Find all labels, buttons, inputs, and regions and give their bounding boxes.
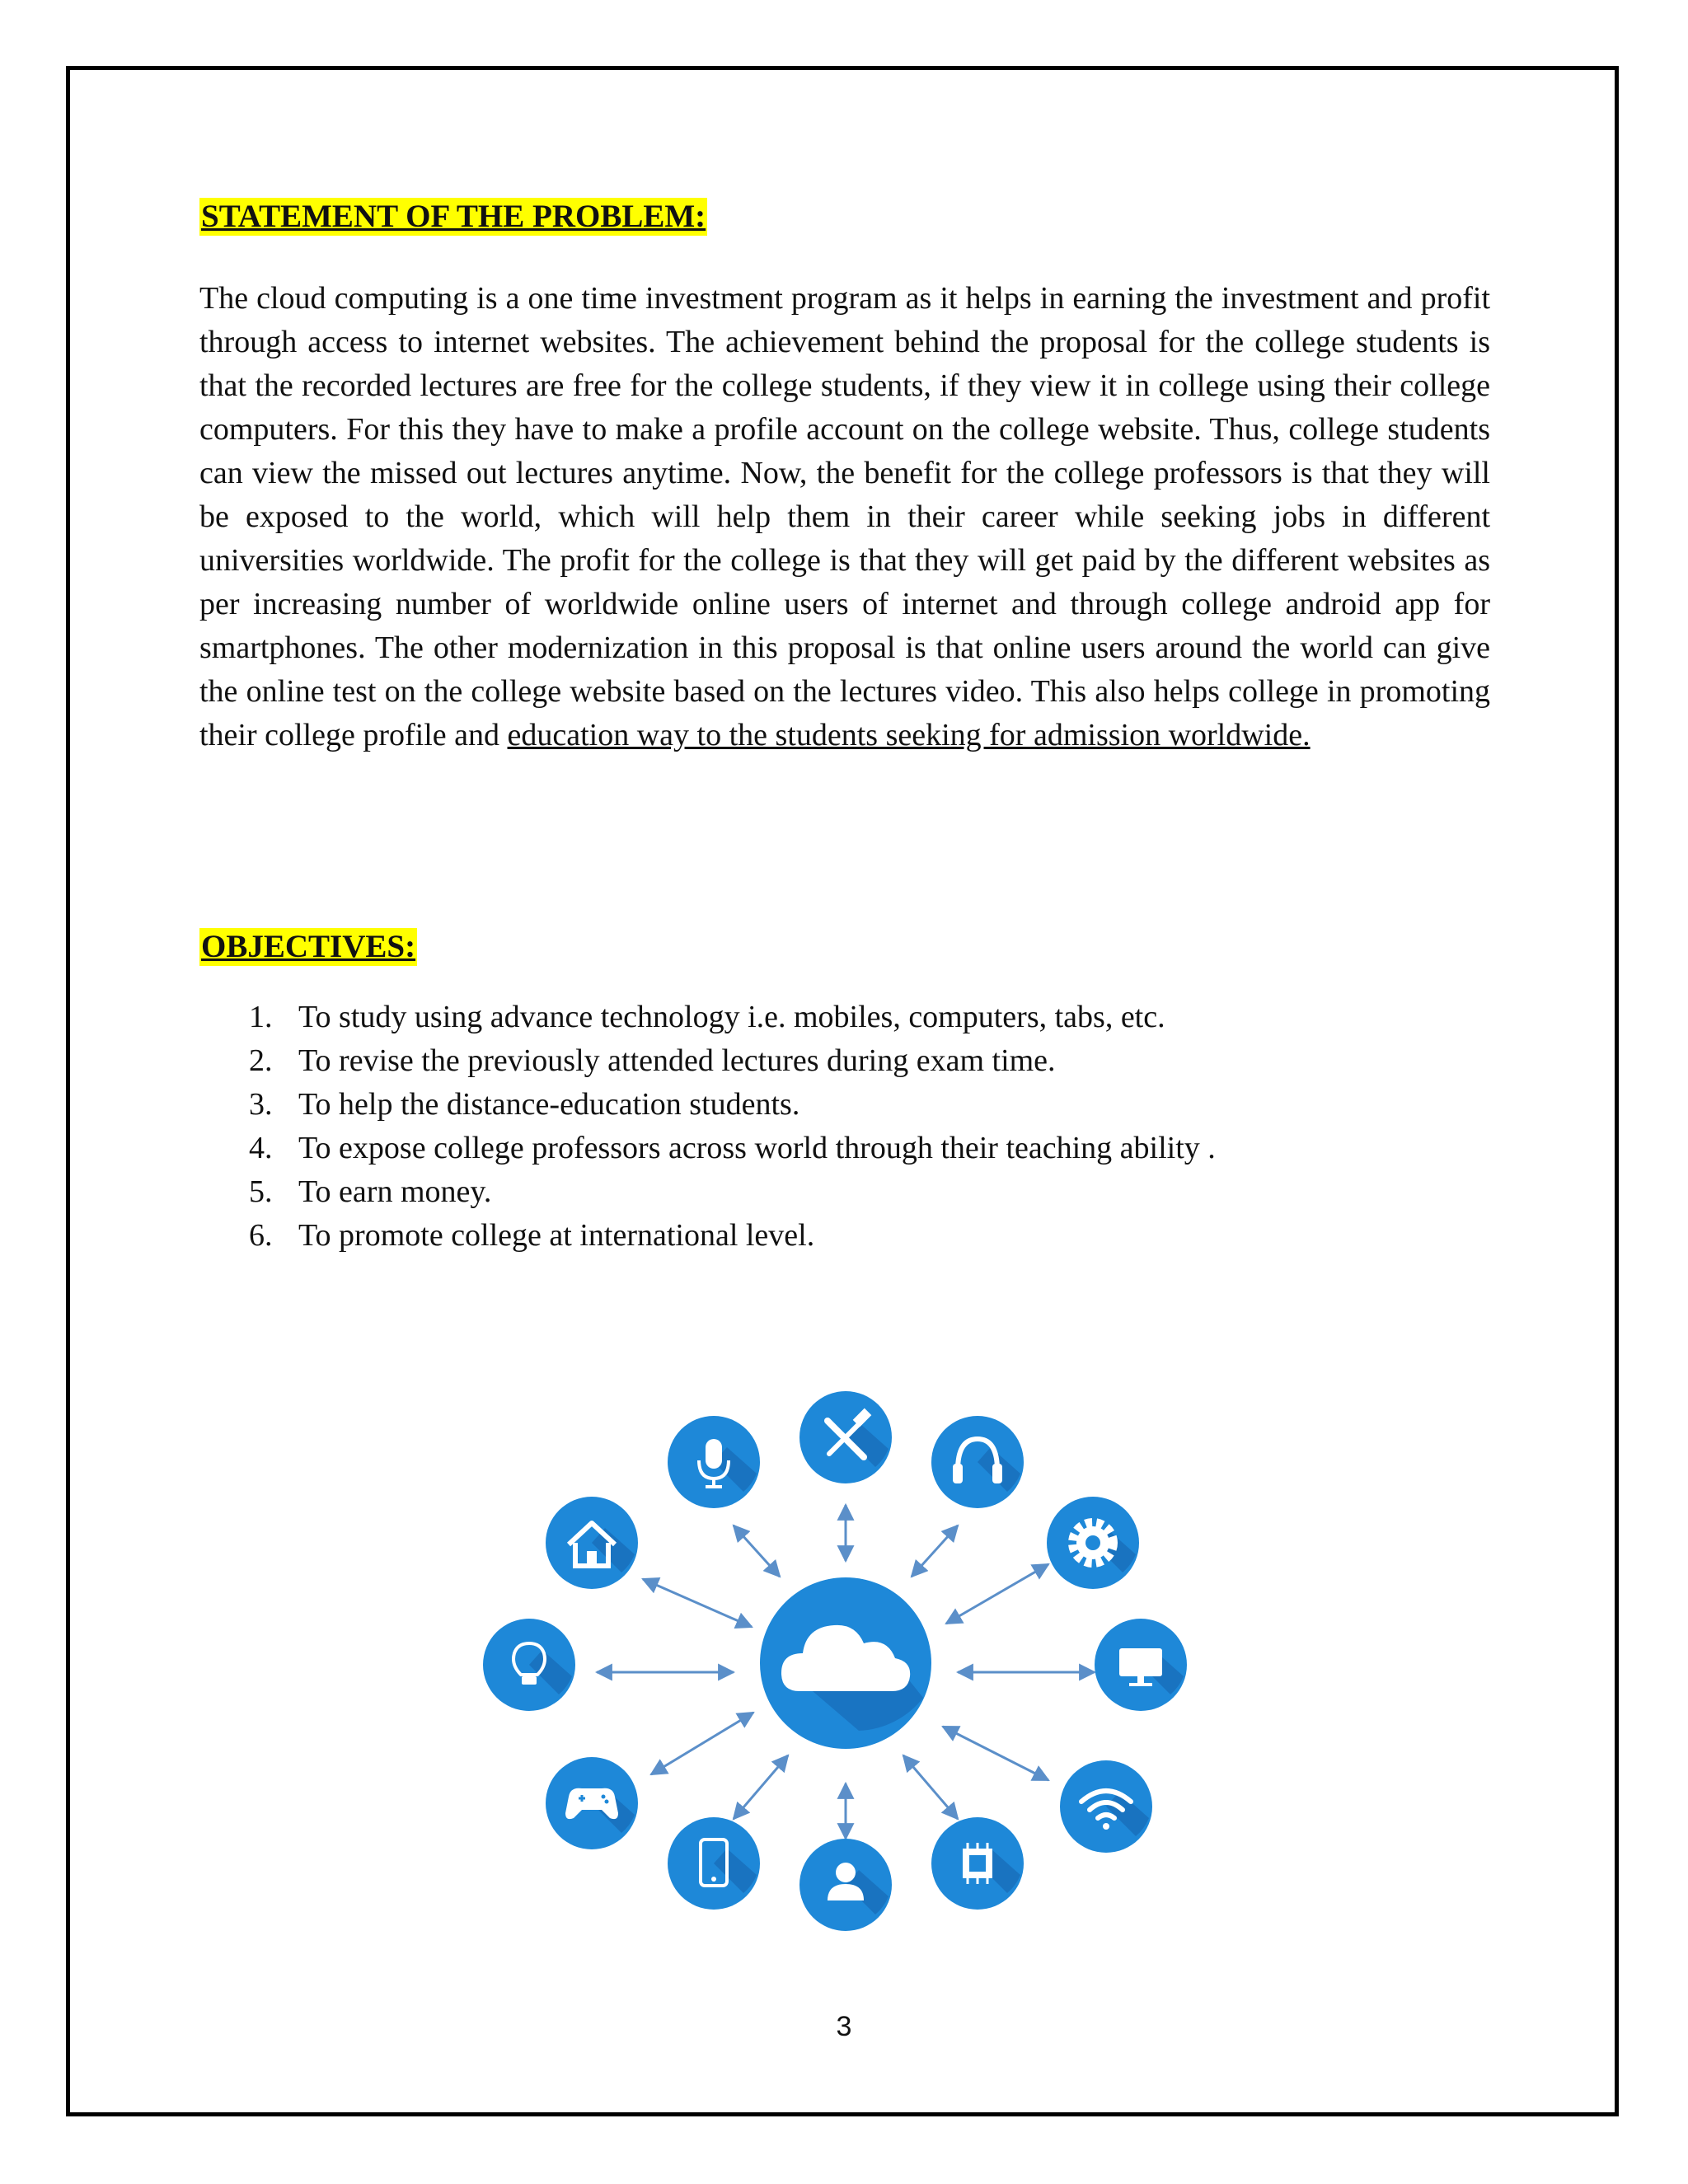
section-heading-objectives: OBJECTIVES:	[201, 929, 416, 964]
list-item-text: To earn money.	[298, 1174, 492, 1209]
wifi-icon	[1060, 1760, 1152, 1853]
tools-icon	[799, 1391, 892, 1483]
list-item	[199, 996, 1216, 1039]
list-item-text: To help the distance-education students.	[298, 1087, 800, 1122]
objectives-list	[199, 996, 1216, 1258]
list-item-number: 4.	[249, 1131, 273, 1165]
list-item	[199, 1083, 1216, 1127]
list-item	[199, 1170, 1216, 1214]
cloud-network-diagram	[471, 1385, 1230, 1945]
lightbulb-icon	[483, 1619, 575, 1711]
gamepad-icon	[546, 1757, 638, 1849]
problem-paragraph-underlined: education way to the students seeking for admission worldwide.	[507, 718, 1311, 752]
monitor-icon	[1095, 1619, 1187, 1711]
page-number: 3	[836, 2011, 852, 2042]
list-item-text: To expose college professors across world through their teaching ability .	[298, 1131, 1216, 1165]
list-item-text: To study using advance technology i.e. mobiles, computers, tabs, etc.	[298, 1000, 1165, 1034]
list-item-text: To revise the previously attended lectures during exam time.	[298, 1043, 1056, 1078]
cloud-icon	[760, 1577, 931, 1749]
gear-icon	[1047, 1497, 1139, 1589]
list-item-number: 6.	[249, 1218, 273, 1253]
problem-paragraph-text: The cloud computing is a one time investment program as it helps in earning the investment and profit through access to internet websites. The achievement behind the proposal for the college students is that the recorded lectures are free for the college students, if they view it in college using their college computers. For this they have to make a profile account on the college website. Thus, college students can view the missed out lectures anytime. Now, the benefit for the college professors is that they will be exposed to the world, which will help them in their career while seeking jobs in different universities worldwide. The profit for the college is that they will get paid by the different websites as per increasing number of worldwide online users of internet and through college android app for smartphones. The other modernization in this proposal is that online users around the world can give the online test on the college website based on the lectures video. This also helps college in promoting their college profile and	[199, 281, 1490, 752]
list-item-number: 5.	[249, 1174, 273, 1209]
section-heading-problem: STATEMENT OF THE PROBLEM:	[201, 199, 706, 234]
home-icon	[546, 1497, 638, 1589]
list-item	[199, 1039, 1216, 1083]
list-item	[199, 1127, 1216, 1170]
list-item	[199, 1214, 1216, 1258]
problem-paragraph	[199, 277, 1490, 757]
headphones-icon	[931, 1416, 1024, 1508]
smartphone-icon	[668, 1817, 760, 1910]
list-item-number: 1.	[249, 1000, 273, 1034]
list-item-text: To promote college at international level.	[298, 1218, 815, 1253]
user-icon	[799, 1839, 892, 1931]
chip-icon	[931, 1817, 1024, 1910]
microphone-icon	[668, 1416, 760, 1508]
list-item-number: 3.	[249, 1087, 273, 1122]
list-item-number: 2.	[249, 1043, 273, 1078]
